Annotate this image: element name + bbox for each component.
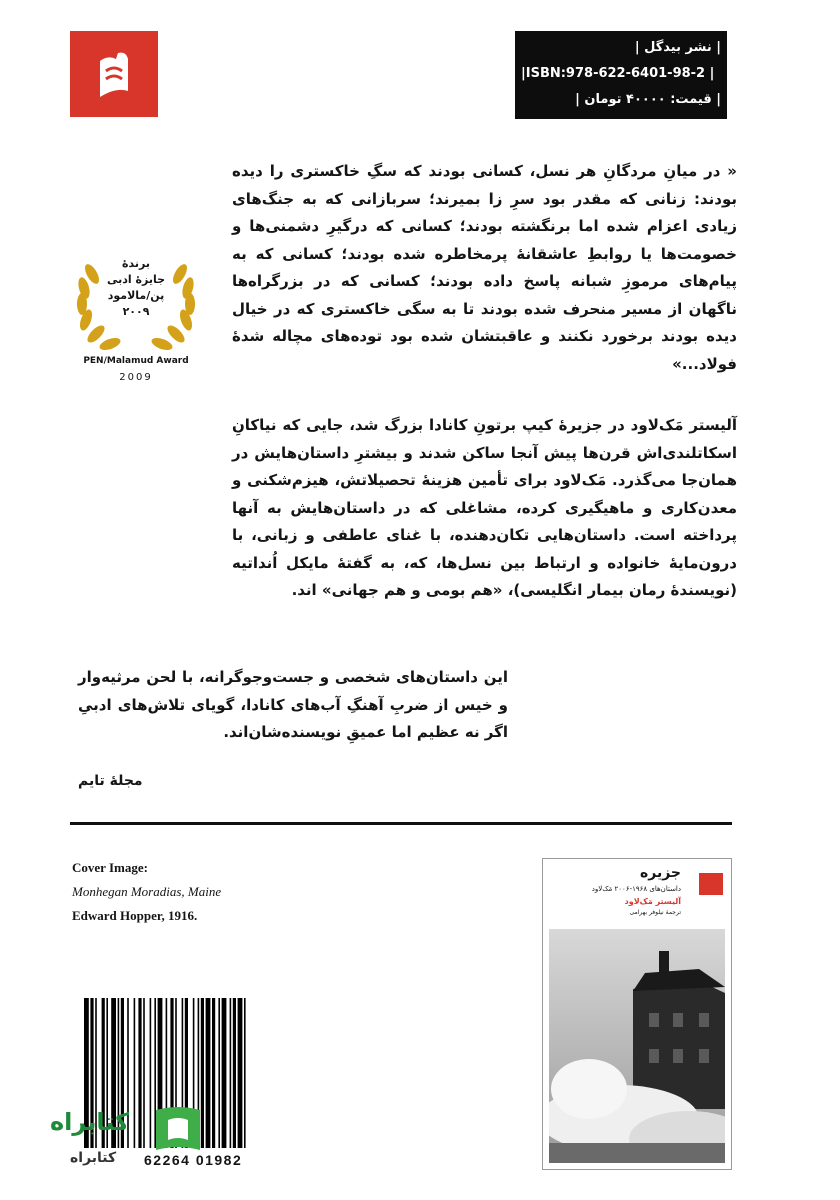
award-year: 2009 <box>119 372 153 383</box>
book-icon <box>152 1104 204 1160</box>
cover-author: آلیستر مَک‌لاود <box>624 897 681 906</box>
review-source: مجلۀ تایم <box>78 773 143 789</box>
award-line-3: پن/مالامود <box>107 289 165 302</box>
watermark <box>40 1098 210 1188</box>
award-laurel <box>62 244 210 394</box>
watermark-small-text: کتابراه <box>70 1150 117 1166</box>
author-bio-paragraph: آلیستر مَک‌لاود در جزیرۀ کیپ برتونِ کانادا بزرگ شد، جایی که نیاکانِ اسکاتلندی‌اش قرن‌ها پیش آنجا ساکن شدند و بیشترِ داستان‌هایش در همان‌جا می‌گذرد. مَک‌لاود برای تأمین هزینۀ تحصیلاتش، هیزم‌شکنی و معدن‌کاری و ماهیگیری کرده، مشاغلی که در داستان‌هایش به آنها پرداخته است. داستان‌هایی تکان‌دهنده، با غنای عاطفی و زبانی، با درون‌مایۀ خانواده و ارتباط بین نسل‌ها، که، به گفتۀ مایکل اُنداتیه (نویسندۀ رمان بیمار انگلیسی)، «هم بومی و هم جهانی» اند. <box>232 416 737 599</box>
cover-translator: ترجمۀ نیلوفر بهرامی <box>629 909 681 916</box>
review-quote: این داستان‌های شخصی و جست‌وجوگرانه، با لحن مرثیه‌وار و خیس از ضربِ آهنگِ آب‌های کانادا، گویای تلاش‌های ادبیِ اگر نه عظیم اما عمیقِ نویسنده‌شان‌اند. <box>78 668 508 741</box>
publication-info-box <box>515 31 727 119</box>
barcode-digits: 62264 01982 <box>144 1152 243 1168</box>
cover-title: جزیره <box>639 865 681 881</box>
cover-publisher-logo <box>699 873 723 895</box>
award-line-1: برندۀ <box>122 257 150 270</box>
credit-artist: Edward Hopper, 1916. <box>72 908 198 923</box>
cover-credit <box>72 856 372 928</box>
watermark-text: کتابراه <box>50 1108 130 1136</box>
cover-painting <box>549 929 725 1163</box>
cover-subtitle: داستان‌های ۱۹۶۸-۲۰۰۶ مَک‌لاود <box>591 885 681 893</box>
divider <box>70 822 732 825</box>
publisher-name: | نشر بیدگل | <box>634 40 721 55</box>
award-name-en: PEN/Malamud Award <box>83 356 189 366</box>
isbn: |ISBN:978-622-6401-98-2 | <box>521 66 715 81</box>
award-line-2: جایزۀ ادبی <box>106 273 166 286</box>
book-cover-thumbnail <box>542 858 732 1170</box>
price: | قیمت: ۴۰۰۰۰ تومان | <box>575 92 721 107</box>
award-line-4: ۲۰۰۹ <box>122 305 150 318</box>
credit-title: Monhegan Moradias, Maine <box>72 884 222 899</box>
credit-label: Cover Image: <box>72 860 148 875</box>
book-excerpt-quote: « در میانِ مردگانِ هر نسل، کسانی بودند که سگِ خاکستری را دیده بودند: زنانی که مقدر بود سرِ زا بمیرند؛ سربازانی که به جنگ‌های زیادی اعزام شده اما برنگشته بودند؛ کسانی که درگیرِ دشمنی‌ها و خصومت‌ها یا روابطِ عاشقانۀ پرمخاطره شده بودند؛ کسانی که به پیام‌های مرموزِ شبانه پاسخ داده بودند؛ کسانی که در بزرگراه‌ها ناگهان از مسیر منحرف شده بودند تا به سگی خاکستری که در خیال دیده بودند برخورد نکنند و عاقبتشان شده بود توده‌های مچاله شدۀ فولاد...» <box>232 162 737 373</box>
publisher-logo <box>70 31 158 117</box>
